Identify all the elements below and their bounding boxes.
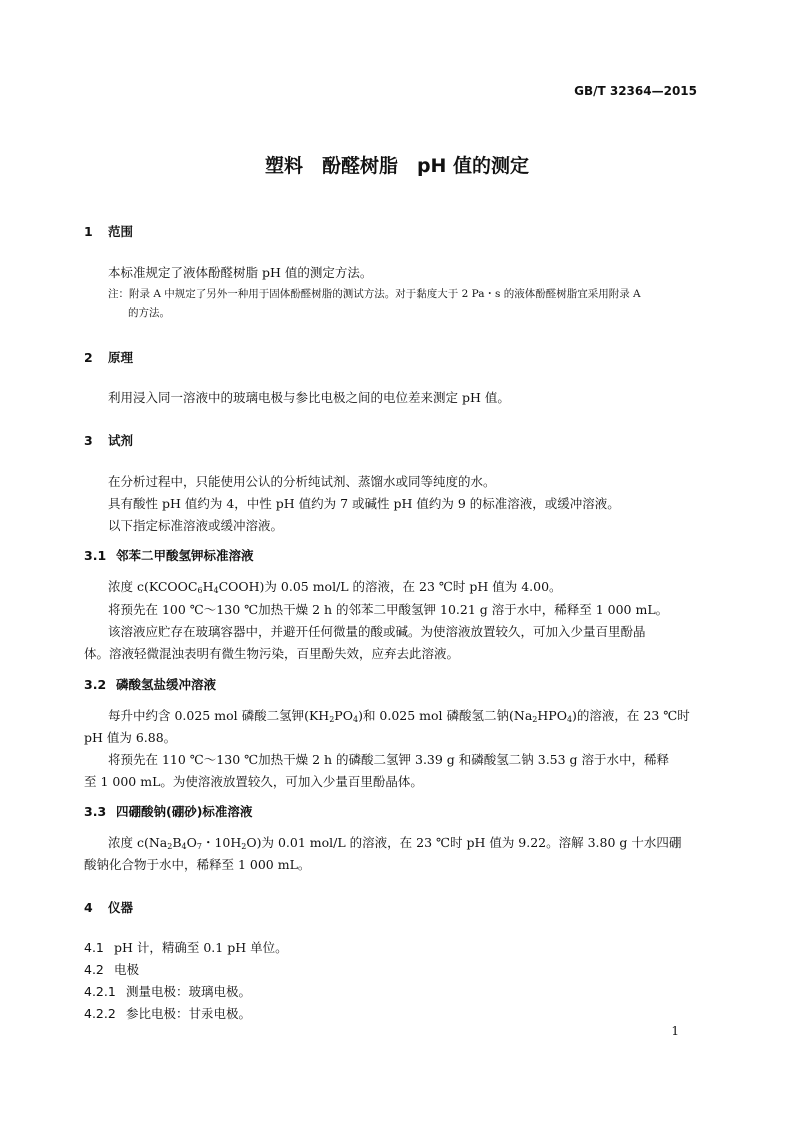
section-title: 原理 bbox=[108, 350, 134, 365]
section-title: 仪器 bbox=[108, 900, 134, 915]
section-number: 2 bbox=[84, 350, 93, 365]
note-line: 的方法。 bbox=[128, 307, 170, 319]
section-2-heading bbox=[84, 348, 133, 366]
section-title: 磷酸氢盐缓冲溶液 bbox=[116, 677, 217, 692]
page-number: 1 bbox=[671, 1024, 679, 1038]
paragraph: 至 1 000 mL。为使溶液放置较久，可加入少量百里酚晶体。 bbox=[84, 774, 423, 789]
paragraph: 将预先在 110 ℃～130 ℃加热干燥 2 h 的磷酸二氢钾 3.39 g 和磷酸氢二钠 3.53 g 溶于水中，稀释 bbox=[108, 752, 670, 767]
paragraph: 在分析过程中，只能使用公认的分析纯试剂、蒸馏水或同等纯度的水。 bbox=[108, 474, 496, 489]
subsection-3-1-heading bbox=[84, 546, 254, 564]
note-line: 注：附录 A 中规定了另外一种用于固体酚醛树脂的测试方法。对于黏度大于 2 Pa・s 的液体酚醛树脂宜采用附录 A bbox=[108, 288, 641, 300]
subsection-3-3-heading bbox=[84, 802, 252, 820]
paragraph: 具有酸性 pH 值约为 4，中性 pH 值约为 7 或碱性 pH 值约为 9 的标准溶液，或缓冲溶液。 bbox=[108, 496, 620, 511]
formula-line: 浓度 $c(KCOOC_6H_4COOH)$为 0.05 mol/L 的溶液，在 23 ℃时 pH 值为 4.00。 bbox=[108, 579, 562, 595]
section-number: 4 bbox=[84, 900, 93, 915]
section-4-heading bbox=[84, 898, 133, 916]
section-number: 3.1 bbox=[84, 548, 107, 563]
paragraph: pH 值为 6.88。 bbox=[84, 730, 177, 745]
paragraph: 以下指定标准溶液或缓冲溶液。 bbox=[108, 518, 284, 533]
section-number: 3.3 bbox=[84, 804, 107, 819]
section-1-heading bbox=[84, 222, 133, 240]
list-item: 4.2 电极 bbox=[84, 962, 140, 977]
paragraph: 该溶液应贮存在玻璃容器中，并避开任何微量的酸或碱。为使溶液放置较久，可加入少量百里酚晶 bbox=[108, 624, 646, 639]
list-item: 4.2.2 参比电极：甘汞电极。 bbox=[84, 1006, 252, 1021]
paragraph: 利用浸入同一溶液中的玻璃电极与参比电极之间的电位差来测定 pH 值。 bbox=[108, 390, 510, 405]
section-title: 四硼酸钠(硼砂)标准溶液 bbox=[116, 804, 253, 819]
standard-number: GB/T 32364—2015 bbox=[574, 84, 697, 98]
section-number: 1 bbox=[84, 224, 93, 239]
paragraph: 本标准规定了液体酚醛树脂 pH 值的测定方法。 bbox=[108, 265, 373, 280]
section-title: 邻苯二甲酸氢钾标准溶液 bbox=[116, 548, 254, 563]
paragraph: 体。溶液轻微混浊表明有微生物污染，百里酚失效，应弃去此溶液。 bbox=[84, 646, 460, 661]
subsection-3-2-heading bbox=[84, 675, 216, 693]
section-title: 范围 bbox=[108, 224, 134, 239]
section-title: 试剂 bbox=[108, 433, 134, 448]
document-title: 塑料 酚醛树脂 pH 值的测定 bbox=[264, 155, 530, 177]
formula-line: 浓度 $c(Na_2B_4O_7$・$10H_2O$)为 0.01 mol/L 的溶液，在 23 ℃时 pH 值为 9.22。溶解 3.80 g 十水四硼 bbox=[108, 835, 682, 851]
paragraph: 将预先在 100 ℃～130 ℃加热干燥 2 h 的邻苯二甲酸氢钾 10.21 g 溶于水中，稀释至 1 000 mL。 bbox=[108, 602, 669, 617]
formula-line: 每升中约含 0.025 mol 磷酸二氢钾$(KH_2PO_4)$和 0.025 mol 磷酸氢二钠$(Na_2HPO_4)$的溶液，在 23 ℃时 bbox=[108, 708, 690, 724]
list-item: 4.2.1 测量电极：玻璃电极。 bbox=[84, 984, 252, 999]
section-3-heading bbox=[84, 431, 133, 449]
list-item: 4.1 pH 计，精确至 0.1 pH 单位。 bbox=[84, 940, 288, 955]
section-number: 3.2 bbox=[84, 677, 107, 692]
paragraph: 酸钠化合物于水中，稀释至 1 000 mL。 bbox=[84, 857, 311, 872]
section-number: 3 bbox=[84, 433, 93, 448]
